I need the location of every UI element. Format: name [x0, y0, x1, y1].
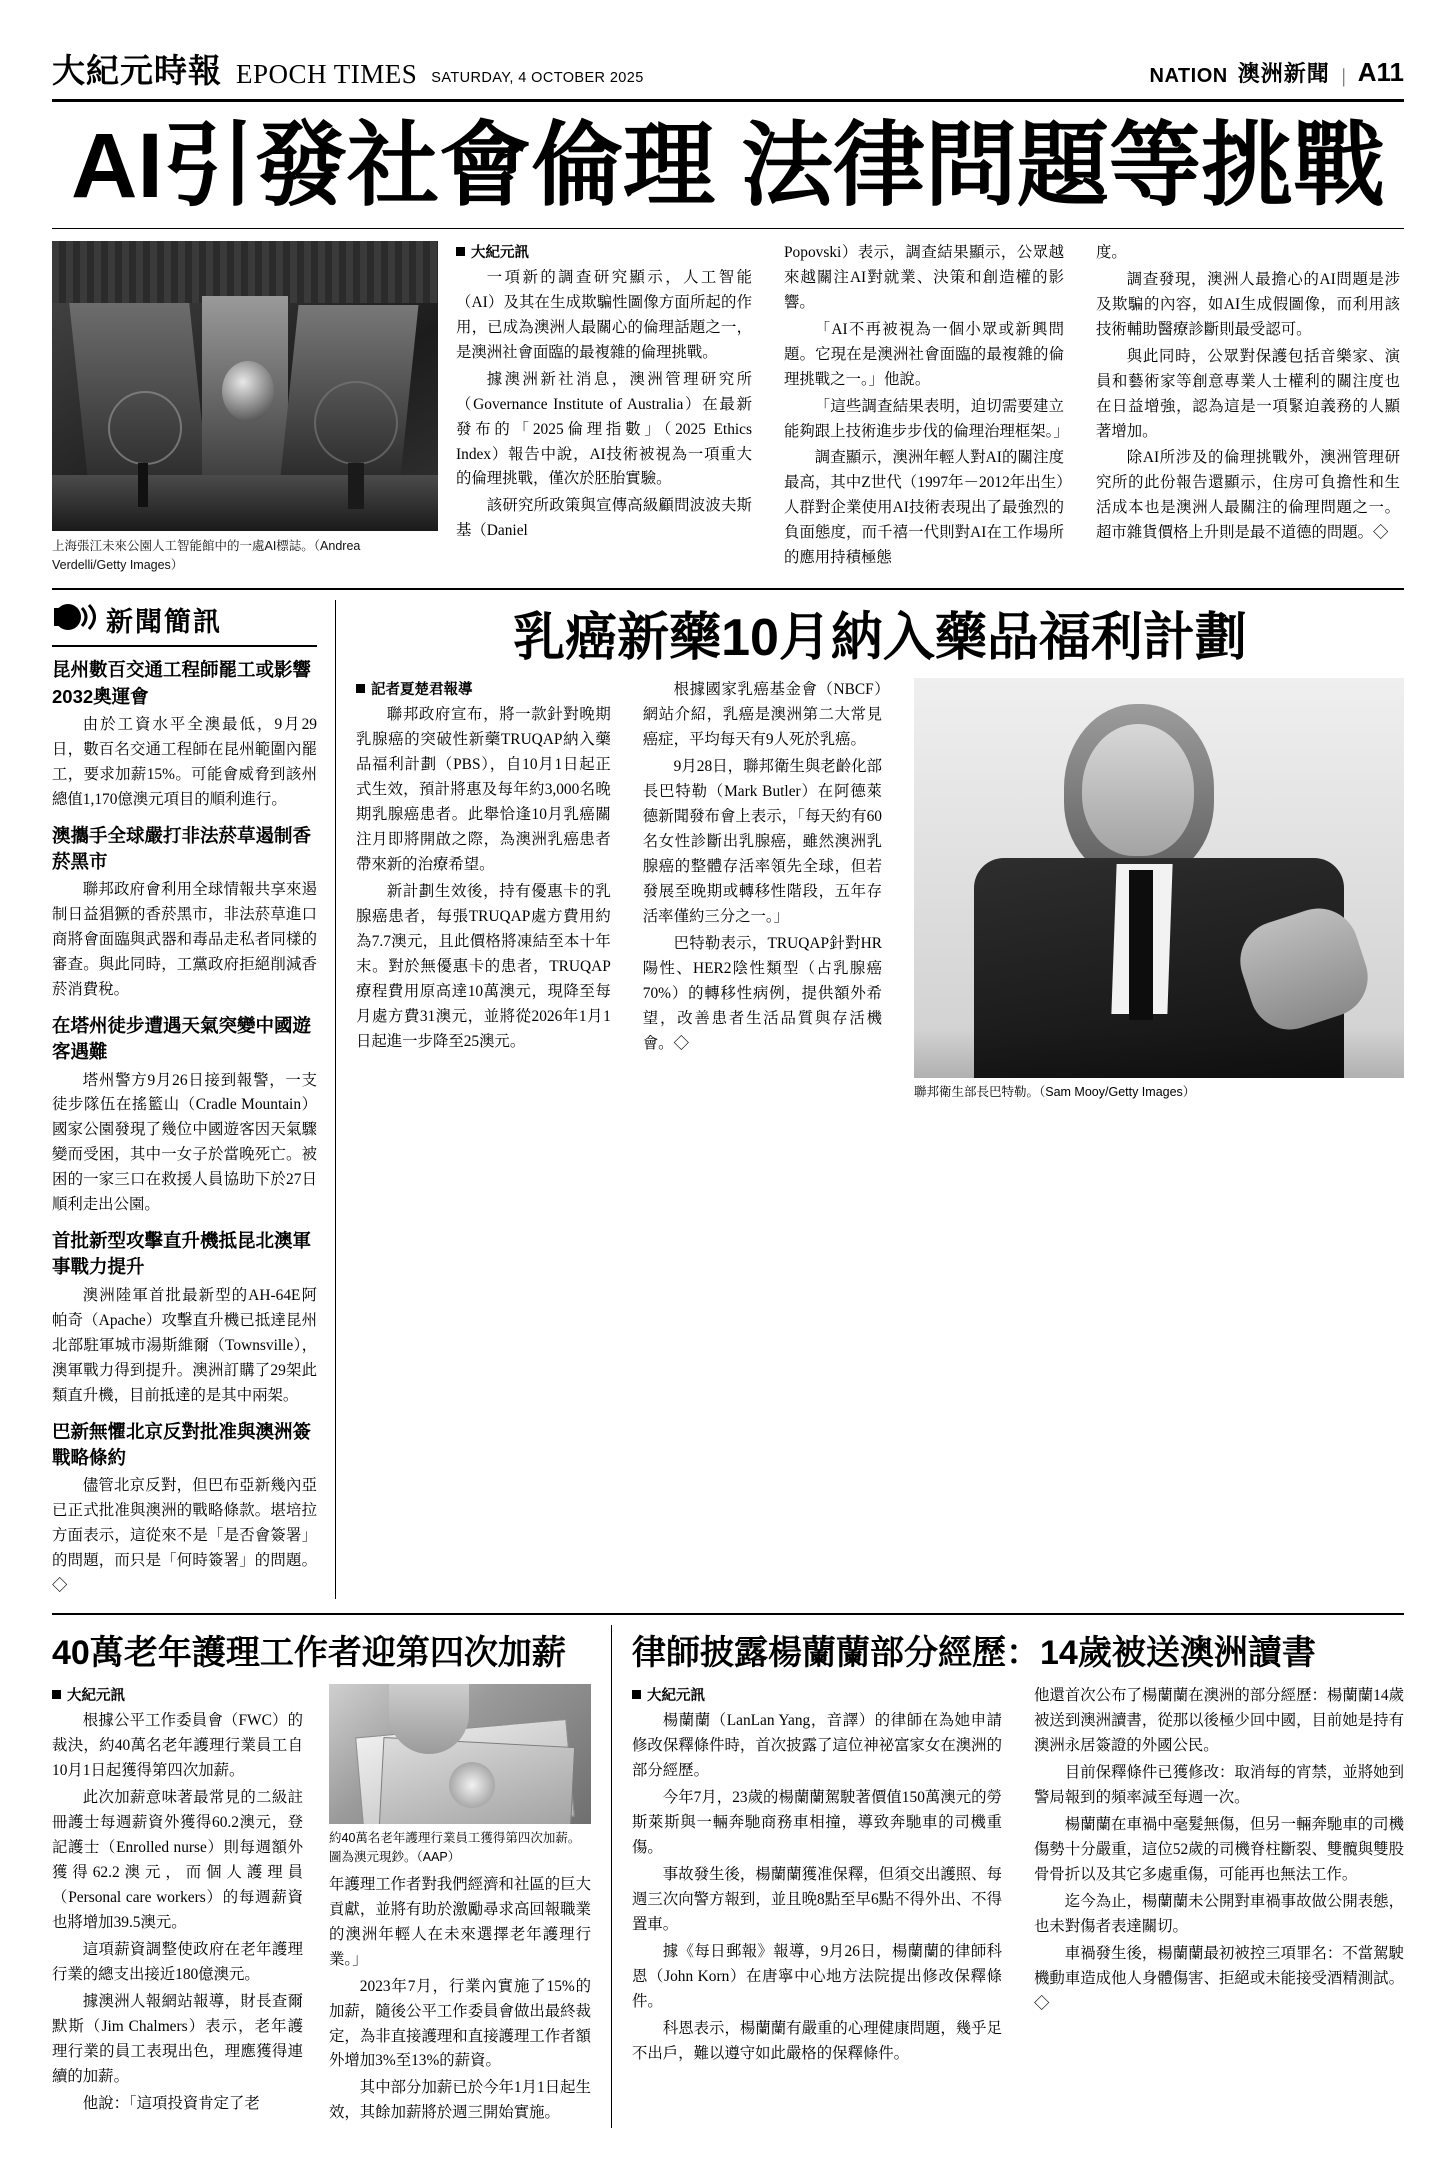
- story3-byline: [52, 1684, 303, 1705]
- lead-text-col-2: [768, 241, 1080, 575]
- middle-band: [52, 588, 1404, 1598]
- lead-col3-body: [1096, 241, 1400, 546]
- story-breast-cancer-drug: [336, 600, 1404, 1598]
- paragraph: 據《每日郵報》報導，9月26日，楊蘭蘭的律師科恩（John Korn）在唐寧中心地方法院提出修改保釋條件。: [632, 1942, 1002, 2010]
- brief-body: [52, 713, 317, 813]
- bullet-square-icon: [356, 684, 365, 693]
- lead-story: [52, 228, 1404, 575]
- masthead-logo-en: EPOCH TIMES: [236, 59, 418, 89]
- paragraph: 目前保釋條件已獲修改：取消每的宵禁，並將她到警局報到的頻率減至每週一次。: [1034, 1764, 1404, 1807]
- story2-photo: [914, 678, 1404, 1078]
- brief-item: [52, 1419, 317, 1599]
- story2-col2-body: [643, 678, 882, 1056]
- story3-columns: [52, 1684, 591, 2128]
- paragraph: 調查顯示，澳洲年輕人對AI的關注度最高，其中Z世代（1997年－2012年出生）人群對企業使用AI技術表現出了最強烈的負面態度，而千禧一代則對AI在工作場所的應用持積極態: [784, 449, 1064, 567]
- story2-photo-caption: 聯邦衛生部長巴特勒。（Sam Mooy/Getty Images）: [914, 1085, 1196, 1100]
- story4-headline: 律師披露楊蘭蘭部分經歷：14歲被送澳洲讀書: [632, 1633, 1316, 1672]
- lead-text-col-3: [1080, 241, 1400, 575]
- paragraph: 聯邦政府宣布，將一款針對晚期乳腺癌的突破性新藥TRUQAP納入藥品福利計劃（PBS），自10月1日起正式生效，預計將惠及每年約3,000名晚期乳腺癌患者。此舉恰逢10月乳癌關注月即將開啟之際，為澳洲乳癌患者帶來新的治療希望。: [356, 706, 611, 874]
- paragraph: 車禍發生後，楊蘭蘭最初被控三項罪名：不當駕駛機動車造成他人身體傷害、拒絕或未能接受酒精測試。◇: [1034, 1944, 1404, 2012]
- lead-text-col-1: [456, 241, 768, 575]
- brief-item: [52, 657, 317, 812]
- story-aged-care-payrise: [52, 1625, 612, 2129]
- masthead-logo-cn: 大紀元時報: [52, 54, 222, 90]
- paragraph: 該研究所政策與宣傳高級顧問波波夫斯基（Daniel: [456, 497, 752, 540]
- bottom-band: [52, 1613, 1404, 2129]
- paragraph: 據澳洲新社消息，澳洲管理研究所（Governance Institute of Australia）在最新發布的「2025倫理指數」（2025 Ethics Index）報告中說，AI技術被視為一項重大的倫理挑戰，僅次於胚胎實驗。: [456, 370, 752, 488]
- story4-col1-body: [632, 1709, 1002, 2066]
- lead-headline-part2: 法律問題等挑戰: [741, 115, 1386, 217]
- story4-col2-body: [1034, 1684, 1404, 2016]
- story3-col-2: [319, 1684, 591, 2128]
- paragraph: 度。: [1096, 243, 1127, 261]
- paragraph: 他說：「這項投資肯定了老: [82, 2094, 260, 2112]
- story4-col-1: [632, 1684, 1018, 2068]
- masthead: [52, 56, 1404, 102]
- brief-heading: 巴新無懼北京反對批准與澳洲簽戰略條約: [52, 1420, 312, 1468]
- paragraph: Popovski）表示，調查結果顯示，公眾越來越關注AI對就業、決策和創造權的影響。: [784, 243, 1064, 311]
- lead-byline-text: 大紀元訊: [471, 244, 529, 261]
- paragraph: 今年7月，23歲的楊蘭蘭駕駛著價值150萬澳元的勞斯萊斯與一輛奔馳商務車相撞，導致奔馳車的司機重傷。: [632, 1789, 1002, 1857]
- story2-columns: [356, 678, 1404, 1102]
- masthead-date: SATURDAY, 4 OCTOBER 2025: [431, 70, 644, 86]
- paragraph: 塔州警方9月26日接到報警，一支徒步隊伍在搖籃山（Cradle Mountain）國家公園發現了幾位中國遊客因天氣驟變而受困，其中一女子於當晚死亡。被困的一家三口在救援人員協助下於27日順利走出公園。: [52, 1071, 317, 1214]
- masthead-left: [52, 56, 644, 89]
- story2-col-2: [627, 678, 898, 1102]
- story2-byline: [356, 678, 611, 699]
- masthead-right: [1150, 57, 1404, 89]
- brief-heading: 昆州數百交通工程師罷工或影響2032奧運會: [52, 659, 312, 707]
- brief-body: [52, 1069, 317, 1219]
- paragraph: 由於工資水平全澳最低，9月29日，數百名交通工程師在昆州範圍內罷工，要求加薪15%。可能會威脅到該州總值1,170億澳元項目的順利進行。: [52, 715, 317, 808]
- page-number: A11: [1357, 57, 1404, 87]
- brief-body: [52, 1284, 317, 1409]
- lead-col2-body: [784, 241, 1069, 571]
- brief-item: [52, 1228, 317, 1408]
- story4-byline: [632, 1684, 1002, 1705]
- paragraph: 9月28日，聯邦衛生與老齡化部長巴特勒（Mark Butler）在阿德萊德新聞發布會上表示，「每天約有60名女性診斷出乳腺癌，雖然澳洲乳腺癌的整體存活率領先全球，但若發展至晚期或轉移性階段，五年存活率僅約三分之一。」: [642, 758, 882, 926]
- brief-heading: 在塔州徒步遭遇天氣突變中國遊客遇難: [52, 1014, 312, 1063]
- story2-byline-text: 記者夏楚君報導: [371, 682, 473, 699]
- bullet-square-icon: [52, 1690, 61, 1699]
- brief-item: [52, 1013, 317, 1218]
- lead-byline: [456, 241, 752, 262]
- brief-body: [52, 878, 317, 1003]
- lead-photo-caption: 上海張江未來公園人工智能館中的一處AI標誌。（Andrea Verdelli/Getty Images）: [52, 538, 361, 572]
- story3-headline: 40萬老年護理工作者迎第四次加薪: [52, 1633, 566, 1672]
- lead-photo: [52, 241, 438, 531]
- paragraph: 此次加薪意味著最常見的二級註冊護士每週薪資外獲得60.2澳元，登記護士（Enrolled nurse）則每週額外獲得62.2澳元，而個人護理員（Personal care workers）的每週薪資也將增加39.5澳元。: [52, 1789, 303, 1931]
- story4-col-2: [1018, 1684, 1404, 2068]
- paragraph: 除AI所涉及的倫理挑戰外，澳洲管理研究所的此份報告還顯示，住房可負擔性和生活成本也是澳洲人最關注的倫理問題之一。超市雜貨價格上升則是最不道德的問題。◇: [1096, 449, 1400, 542]
- paragraph: 據澳洲人報網站報導，財長查爾默斯（Jim Chalmers）表示，老年護理行業的員工表現出色，理應獲得連續的加薪。: [52, 1992, 303, 2085]
- lead-photo-column: [52, 241, 456, 575]
- paragraph: 事故發生後，楊蘭蘭獲准保釋，但須交出護照、每週三次向警方報到，並且晚8點至早6點不得外出、不得置車。: [632, 1866, 1002, 1933]
- story3-col1-body: [52, 1709, 303, 2116]
- bullet-square-icon: [632, 1690, 641, 1699]
- story3-photo: [329, 1684, 591, 1824]
- story3-byline-text: 大紀元訊: [67, 1688, 125, 1705]
- paragraph: 澳洲陸軍首批最新型的AH-64E阿帕奇（Apache）攻擊直升機已抵達昆州北部駐軍城市湯斯維爾（Townsville），澳軍戰力得到提升。澳洲訂購了29架此類直升機，目前抵達的是其中兩架。: [52, 1286, 317, 1404]
- section-label-en: NATION: [1149, 65, 1228, 87]
- paragraph: 「AI不再被視為一個小眾或新興問題。它現在是澳洲社會面臨的最複雜的倫理挑戰之一。」他說。: [784, 320, 1064, 388]
- paragraph: 根據國家乳癌基金會（NBCF）網站介紹，乳癌是澳洲第二大常見癌症，平均每天有9人死於乳癌。: [642, 681, 882, 749]
- bullet-square-icon: [456, 247, 465, 256]
- paragraph: 楊蘭蘭在車禍中毫髮無傷，但另一輛奔馳車的司機傷勢十分嚴重，這位52歲的司機脊柱斷裂、雙髖與雙股骨骨折以及其它多處重傷，可能再也無法工作。: [1034, 1816, 1404, 1883]
- story2-col-1: [356, 678, 627, 1102]
- paragraph: 儘管北京反對，但巴布亞新幾內亞已正式批准與澳洲的戰略條款。堪培拉方面表示，這從來不是「是否會簽署」的問題，而只是「何時簽署」的問題。◇: [52, 1477, 317, 1594]
- paragraph: 調查發現，澳洲人最擔心的AI問題是涉及欺騙的內容，如AI生成假圖像，而利用該技術輔助醫療診斷則最受認可。: [1096, 270, 1400, 338]
- paragraph: 科恩表示，楊蘭蘭有嚴重的心理健康問題，幾乎足不出戶，難以遵守如此嚴格的保釋條件。: [632, 2019, 1002, 2062]
- story3-col2-body: [329, 1873, 591, 2127]
- brief-item: [52, 823, 317, 1003]
- lead-headline: [52, 115, 1404, 217]
- masthead-separator: |: [1341, 65, 1346, 87]
- news-briefs: [52, 600, 336, 1598]
- paragraph: 新計劃生效後，持有優惠卡的乳腺癌患者，每張TRUQAP處方費用約為7.7澳元，且此價格將凍結至本十年末。對於無優惠卡的患者，TRUQAP療程費用原高達10萬澳元，現降至每月處方費31澳元，並將從2026年1月1日起進一步降至25澳元。: [356, 883, 611, 1050]
- paragraph: 巴特勒表示，TRUQAP針對HR陽性、HER2陰性類型（占乳腺癌70%）的轉移性病例，提供額外希望，改善患者生活品質與存活機會。◇: [642, 935, 882, 1052]
- brief-body: [52, 1474, 317, 1599]
- paragraph: 聯邦政府會利用全球情報共享來遏制日益猖獗的香菸黑市，非法菸草進口商將會面臨與武器和毒品走私者同樣的審查。與此同時，工黨政府拒絕削減香菸消費稅。: [52, 881, 317, 999]
- story4-columns: [632, 1684, 1404, 2068]
- story3-photo-caption: 約40萬名老年護理行業員工獲得第四次加薪。圖為澳元現鈔。（AAP）: [329, 1831, 581, 1865]
- paragraph: 迄今為止，楊蘭蘭未公開對車禍事故做公開表態，也未對傷者表達關切。: [1034, 1892, 1404, 1935]
- paragraph: 年護理工作者對我們經濟和社區的巨大貢獻，並將有助於激勵尋求高回報職業的澳洲年輕人在未來選擇老年護理行業。」: [329, 1875, 591, 1968]
- paragraph: 他還首次公布了楊蘭蘭在澳洲的部分經歷：楊蘭蘭14歲被送到澳洲讀書，從那以後極少回中國，目前她是持有澳洲永居簽證的外國公民。: [1034, 1687, 1404, 1755]
- paragraph: 楊蘭蘭（LanLan Yang，音譯）的律師在為她申請修改保釋條件時，首次披露了這位神祕富家女在澳洲的部分經歷。: [632, 1712, 1002, 1780]
- story-lanlan-yang: [612, 1625, 1404, 2129]
- brief-heading: 首批新型攻擊直升機抵昆北澳軍事戰力提升: [52, 1230, 312, 1278]
- section-label-cn: 澳洲新聞: [1237, 61, 1330, 86]
- paragraph: 這項薪資調整使政府在老年護理行業的總支出接近180億澳元。: [52, 1940, 303, 1983]
- news-briefs-title: 新聞簡訊: [106, 607, 222, 638]
- paragraph: 其中部分加薪已於今年1月1日起生效，其餘加薪將於週三開始實施。: [329, 2079, 591, 2122]
- paragraph: 一項新的調查研究顯示，人工智能（AI）及其在生成欺騙性圖像方面所起的作用，已成為澳洲人最關心的倫理話題之一，是澳洲社會面臨的最複雜的倫理挑戰。: [456, 268, 752, 361]
- story2-photo-column: [898, 678, 1404, 1102]
- story4-byline-text: 大紀元訊: [647, 1688, 705, 1705]
- paragraph: 2023年7月，行業內實施了15%的加薪，隨後公平工作委員會做出最終裁定，為非直接護理和直接護理工作者額外增加3%至13%的薪資。: [329, 1977, 591, 2070]
- brief-heading: 澳攜手全球嚴打非法菸草遏制香菸黑市: [52, 824, 312, 872]
- briefs-icon: [52, 602, 96, 637]
- paragraph: 「這些調查結果表明，迫切需要建立能夠跟上技術進步步伐的倫理治理框架。」: [784, 397, 1069, 440]
- story2-col1-body: [356, 703, 611, 1054]
- paragraph: 根據公平工作委員會（FWC）的裁決，約40萬名老年護理行業員工自10月1日起獲得第四次加薪。: [52, 1712, 303, 1780]
- lead-col1-body: [456, 266, 752, 544]
- news-briefs-header: [52, 600, 317, 647]
- story3-col-1: [52, 1684, 319, 2128]
- lead-headline-part1: AI引發社會倫理: [70, 115, 715, 217]
- paragraph: 與此同時，公眾對保護包括音樂家、演員和藝術家等創意專業人士權利的關注度也在日益增強，認為這是一項緊迫義務的人顯著增加。: [1096, 347, 1400, 440]
- story2-headline: 乳癌新藥10月納入藥品福利計劃: [513, 609, 1247, 668]
